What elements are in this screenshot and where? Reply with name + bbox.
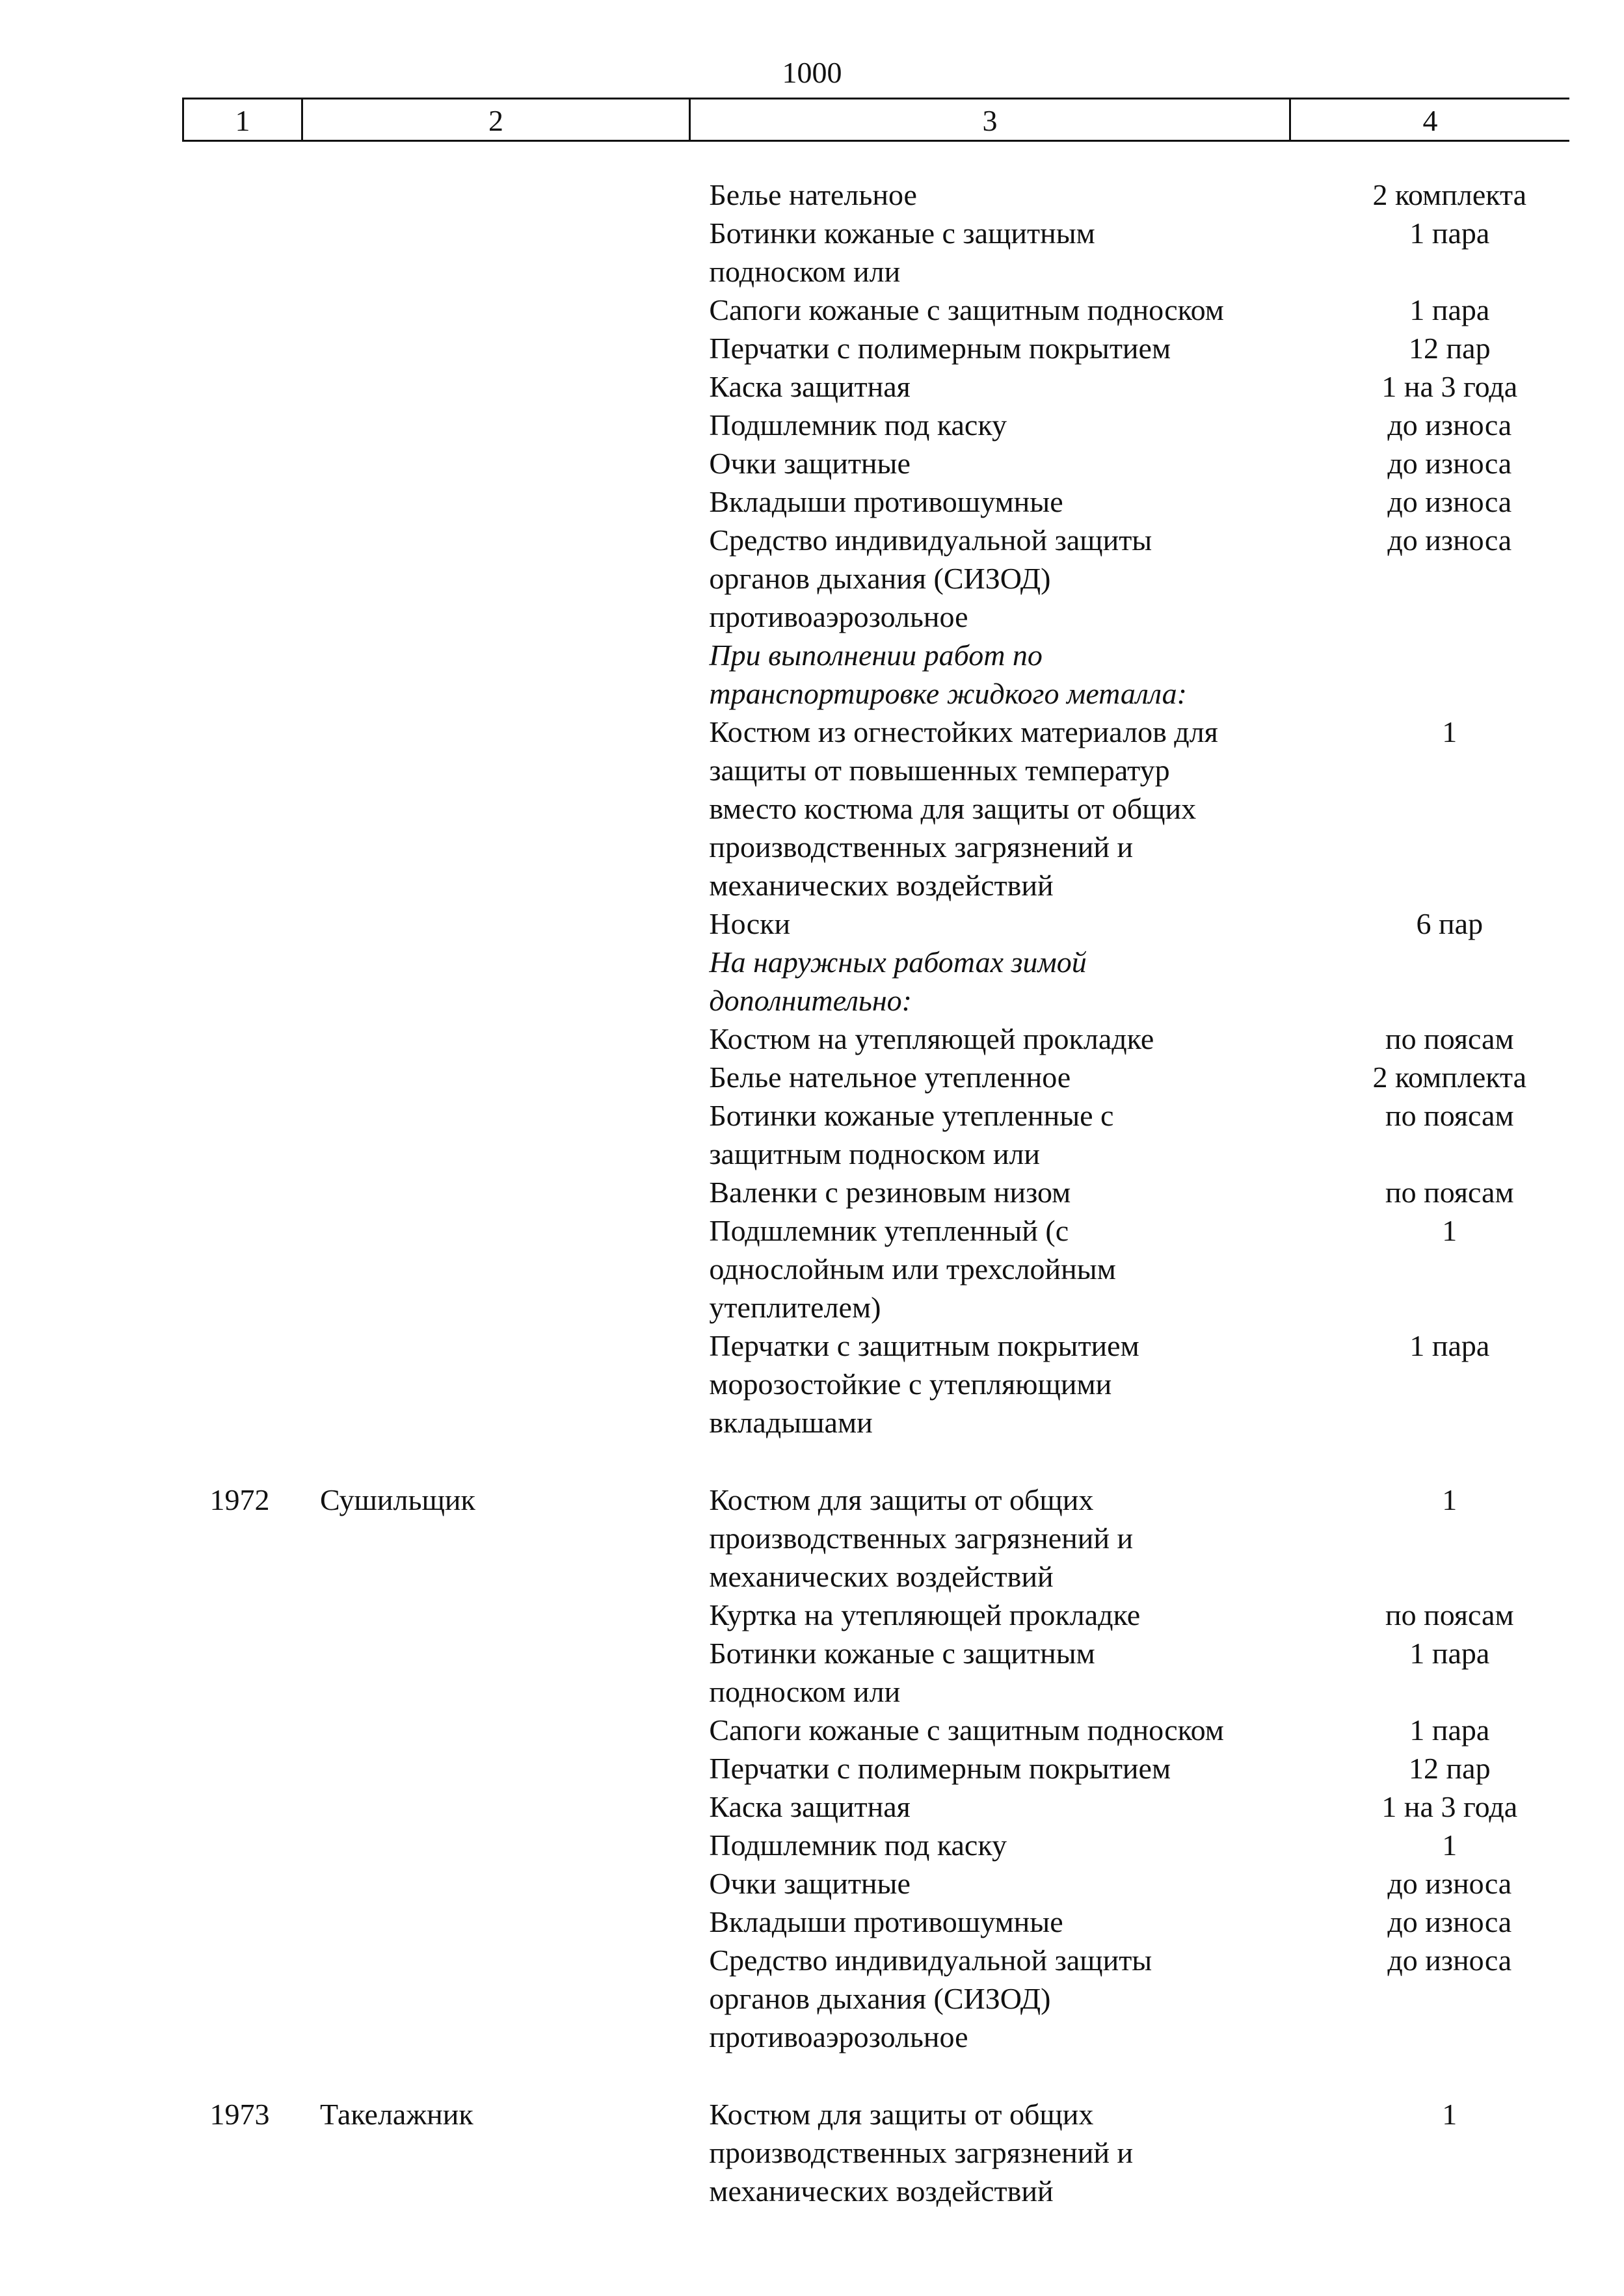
row-number — [182, 1941, 297, 2056]
profession-name — [297, 367, 531, 406]
row-number — [182, 1826, 297, 1864]
ppe-item: Костюм для защиты от общих производственных загрязнений и механических воздействий — [709, 2098, 1134, 2208]
profession-name — [297, 713, 531, 904]
profession-name — [297, 1058, 531, 1096]
ppe-item: Подшлемник под каску — [709, 408, 1007, 442]
issue-norm: 1 пара — [1409, 1637, 1490, 1670]
profession-name — [297, 291, 531, 329]
issue-norm: по поясам — [1385, 1598, 1514, 1631]
table-row — [182, 2095, 1593, 2210]
issue-norm: до износа — [1387, 485, 1512, 518]
profession-name — [297, 1211, 531, 1326]
table-row — [182, 1096, 1593, 1173]
profession-name — [297, 1020, 531, 1058]
table-row — [182, 636, 1593, 713]
table-row — [182, 1749, 1593, 1788]
issue-norm: до износа — [1387, 1905, 1512, 1938]
profession-name — [297, 1096, 531, 1173]
header-col-4: 4 — [1422, 104, 1438, 137]
table-row — [182, 176, 1593, 214]
header-col-1: 1 — [184, 99, 303, 140]
header-col-2: 2 — [303, 99, 691, 140]
profession-name — [297, 904, 531, 943]
ppe-item: Ботинки кожаные утепленные с защитным подноском или — [709, 1099, 1114, 1170]
profession-name — [297, 1864, 531, 1903]
issue-norm: 1 — [1442, 2098, 1458, 2131]
issue-norm: до износа — [1387, 1867, 1512, 1900]
table-row — [182, 713, 1593, 904]
ppe-item: Костюм на утепляющей прокладке — [709, 1022, 1154, 1055]
row-number — [182, 1096, 297, 1173]
row-gap — [182, 1442, 1593, 1481]
profession-name — [297, 482, 531, 521]
row-number — [182, 214, 297, 291]
profession-name — [297, 1596, 531, 1634]
ppe-item: Сапоги кожаные с защитным подноском — [709, 1713, 1224, 1747]
page-number: 1000 — [782, 56, 842, 89]
issue-norm: 1 на 3 года — [1381, 1790, 1518, 1823]
header-col-3: 3 — [691, 99, 1291, 140]
table-row — [182, 1326, 1593, 1442]
ppe-item: Перчатки с защитным покрытием морозостойкие с утепляющими вкладышами — [709, 1329, 1139, 1439]
profession-name — [297, 636, 531, 713]
profession-name — [297, 1941, 531, 2056]
ppe-item: Очки защитные — [709, 1867, 911, 1900]
table-row — [182, 214, 1593, 291]
row-number — [182, 329, 297, 367]
table-row — [182, 1788, 1593, 1826]
profession-name — [297, 1826, 531, 1864]
row-number: 1973 — [209, 2098, 270, 2131]
ppe-item: На наружных работах зимой дополнительно: — [709, 945, 1087, 1017]
issue-norm: по поясам — [1385, 1176, 1514, 1209]
issue-norm — [1306, 943, 1593, 1020]
ppe-item: Носки — [709, 907, 791, 940]
profession-name — [297, 406, 531, 444]
profession-name — [297, 943, 531, 1020]
table-row — [182, 482, 1593, 521]
ppe-item: Белье нательное — [709, 178, 917, 211]
ppe-item: Костюм для защиты от общих производственных загрязнений и механических воздействий — [709, 1483, 1134, 1593]
row-number — [182, 406, 297, 444]
ppe-item: Куртка на утепляющей прокладке — [709, 1598, 1141, 1631]
row-number — [182, 521, 297, 636]
issue-norm: по поясам — [1385, 1099, 1514, 1132]
ppe-item: Каска защитная — [709, 1790, 911, 1823]
profession-name — [297, 1788, 531, 1826]
table-row — [182, 1864, 1593, 1903]
profession-name — [297, 1749, 531, 1788]
table-row — [182, 1173, 1593, 1211]
table-row — [182, 406, 1593, 444]
ppe-item: Костюм из огнестойких материалов для защиты от повышенных температур вместо костюма для защиты от общих производственных загрязнений и механических воздействий — [709, 715, 1218, 902]
issue-norm: 1 пара — [1409, 1713, 1490, 1747]
profession-name — [297, 214, 531, 291]
row-number — [182, 1211, 297, 1326]
issue-norm: 1 — [1442, 715, 1458, 748]
profession-name — [297, 329, 531, 367]
row-number — [182, 1749, 297, 1788]
row-number — [182, 713, 297, 904]
table-row — [182, 444, 1593, 482]
issue-norm: 1 пара — [1409, 1329, 1490, 1362]
ppe-item: Средство индивидуальной защиты органов дыхания (СИЗОД) противоаэрозольное — [709, 523, 1152, 633]
ppe-item: Перчатки с полимерным покрытием — [709, 332, 1171, 365]
row-number — [182, 1596, 297, 1634]
table-row — [182, 1941, 1593, 2056]
table-row — [182, 904, 1593, 943]
ppe-item: Очки защитные — [709, 447, 911, 480]
issue-norm: 1 — [1442, 1483, 1458, 1516]
ppe-item: Перчатки с полимерным покрытием — [709, 1752, 1171, 1785]
row-number — [182, 943, 297, 1020]
ppe-item: Ботинки кожаные с защитным подноском или — [709, 1637, 1095, 1708]
table-row — [182, 1596, 1593, 1634]
issue-norm: до износа — [1387, 523, 1512, 557]
table-row — [182, 1020, 1593, 1058]
issue-norm — [1306, 636, 1593, 713]
profession-name: Сушильщик — [319, 1483, 475, 1516]
row-number — [182, 1173, 297, 1211]
issue-norm: по поясам — [1385, 1022, 1514, 1055]
row-number — [182, 444, 297, 482]
row-number — [182, 1634, 297, 1711]
issue-norm: до износа — [1387, 447, 1512, 480]
ppe-item: Подшлемник утепленный (с однослойным или трехслойным утеплителем) — [709, 1214, 1116, 1324]
profession-name — [297, 1173, 531, 1211]
table-header — [182, 98, 1569, 142]
table-body — [182, 176, 1593, 2210]
profession-name — [297, 176, 531, 214]
row-number — [182, 291, 297, 329]
table-row — [182, 1211, 1593, 1326]
table-row — [182, 1903, 1593, 1941]
profession-name — [297, 521, 531, 636]
ppe-item: При выполнении работ по транспортировке жидкого металла: — [709, 639, 1187, 710]
row-number — [182, 1020, 297, 1058]
issue-norm: 1 пара — [1409, 217, 1490, 250]
table-row — [182, 1058, 1593, 1096]
profession-name: Такелажник — [319, 2098, 473, 2131]
issue-norm: 1 — [1442, 1214, 1458, 1247]
ppe-item: Белье нательное утепленное — [709, 1061, 1071, 1094]
profession-name — [297, 1903, 531, 1941]
profession-name — [297, 1711, 531, 1749]
ppe-item: Каска защитная — [709, 370, 911, 403]
ppe-item: Вкладыши противошумные — [709, 1905, 1063, 1938]
table-row — [182, 1826, 1593, 1864]
table-row — [182, 291, 1593, 329]
issue-norm: 12 пар — [1409, 1752, 1491, 1785]
row-number — [182, 367, 297, 406]
row-number — [182, 1864, 297, 1903]
table-row — [182, 1481, 1593, 1596]
issue-norm: 1 пара — [1409, 293, 1490, 326]
row-number — [182, 1788, 297, 1826]
issue-norm: 1 — [1442, 1828, 1458, 1862]
profession-name — [297, 444, 531, 482]
issue-norm: 1 на 3 года — [1381, 370, 1518, 403]
table-row — [182, 943, 1593, 1020]
table-row — [182, 367, 1593, 406]
row-number — [182, 1326, 297, 1442]
ppe-item: Ботинки кожаные с защитным подноском или — [709, 217, 1095, 288]
ppe-item: Средство индивидуальной защиты органов дыхания (СИЗОД) противоаэрозольное — [709, 1944, 1152, 2053]
row-number — [182, 176, 297, 214]
row-number — [182, 1711, 297, 1749]
row-number — [182, 1058, 297, 1096]
ppe-item: Вкладыши противошумные — [709, 485, 1063, 518]
row-number: 1972 — [209, 1483, 270, 1516]
table-row — [182, 1634, 1593, 1711]
profession-name — [297, 1634, 531, 1711]
table-row — [182, 1711, 1593, 1749]
issue-norm: до износа — [1387, 408, 1512, 442]
ppe-item: Валенки с резиновым низом — [709, 1176, 1071, 1209]
issue-norm: 6 пар — [1416, 907, 1484, 940]
row-number — [182, 1903, 297, 1941]
table-row — [182, 329, 1593, 367]
issue-norm: 2 комплекта — [1372, 178, 1527, 211]
issue-norm: 12 пар — [1409, 332, 1491, 365]
row-number — [182, 904, 297, 943]
ppe-item: Сапоги кожаные с защитным подноском — [709, 293, 1224, 326]
issue-norm: 2 комплекта — [1372, 1061, 1527, 1094]
issue-norm: до износа — [1387, 1944, 1512, 1977]
row-number — [182, 482, 297, 521]
row-gap — [182, 2056, 1593, 2095]
row-number — [182, 636, 297, 713]
table-row — [182, 521, 1593, 636]
profession-name — [297, 1326, 531, 1442]
ppe-item: Подшлемник под каску — [709, 1828, 1007, 1862]
